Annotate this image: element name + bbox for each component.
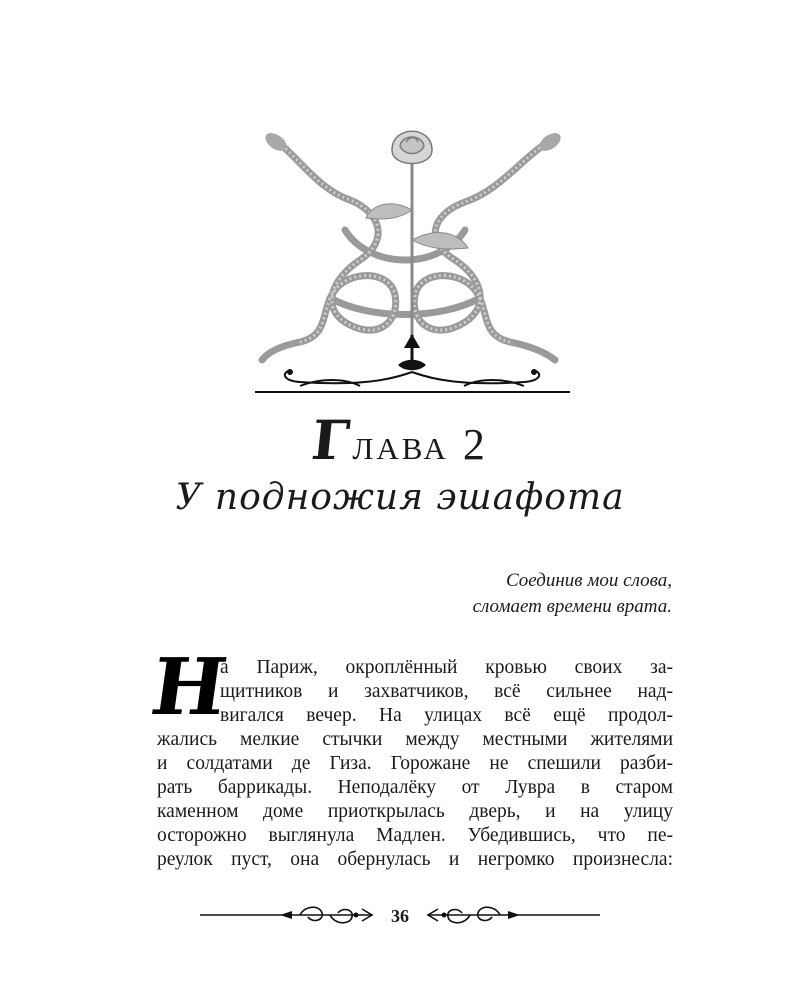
epigraph-line: сломает времени врата. [472, 596, 672, 617]
body-text-line: рать баррикады. Неподалёку от Лувра в старом [157, 777, 673, 798]
epigraph-line: Соединив мои слова, [506, 570, 672, 591]
body-text-line: жались мелкие стычки между местными жителями [157, 729, 673, 750]
chapter-heading-initial: Г [308, 408, 356, 472]
page-number: 36 [391, 906, 409, 926]
chapter-title: У подножия эшафота [175, 477, 625, 518]
body-text-line: осторожно выглянула Мадлен. Убедившись, что пе- [157, 825, 673, 846]
body-text-line: щитников и захватчиков, всё сильнее над- [220, 681, 673, 702]
rose-serpents-emblem-icon [0, 120, 800, 405]
body-text-line: каменном доме приоткрылась дверь, и на улицу [157, 801, 673, 822]
epigraph [473, 568, 672, 620]
body-text-line: реулок пуст, она обернулась и негромко произнесла: [157, 849, 673, 870]
drop-cap: Н [145, 642, 233, 733]
body-text-line: и солдатами де Гиза. Горожане не спешили разби- [157, 753, 673, 774]
body-text-line: а Париж, окроплённый кровью своих за- [220, 657, 673, 678]
chapter-heading-rest: лава 2 [352, 420, 488, 469]
body-text-line: вигался вечер. На улицах всё ещё продол- [220, 705, 673, 726]
chapter-heading [0, 410, 800, 475]
